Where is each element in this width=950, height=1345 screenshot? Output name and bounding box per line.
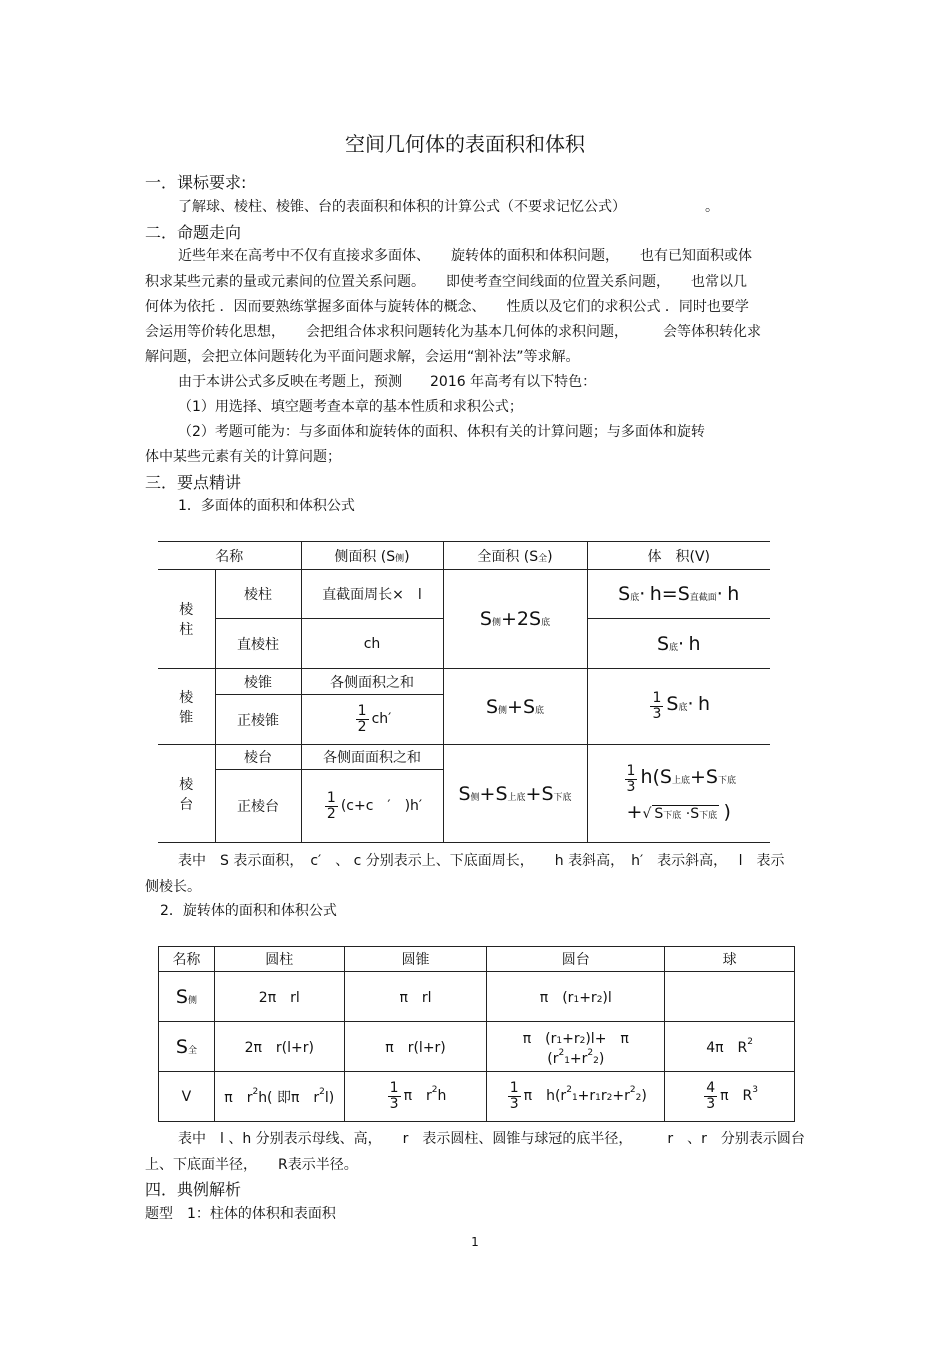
table-2-note: 上、下底面半径， R表示半径。 xyxy=(145,1157,358,1173)
cone-volume: $\frac{1}{3}$ π $r^2h$ xyxy=(344,1072,487,1122)
row-label-prism: 棱柱 xyxy=(215,570,301,619)
section-1-heading: 一．课标要求: xyxy=(145,173,247,192)
table-header-cell: 名称 xyxy=(159,947,215,972)
section-2-line: 解问题，会把立体问题转化为平面问题求解，会运用“割补法”等求解。 xyxy=(145,349,580,365)
volume-right-prism: S底· h xyxy=(587,619,770,669)
section-3-heading: 三．要点精讲 xyxy=(145,473,242,492)
section-2-line: 积求某些元素的量或元素间的位置关系问题。 即使考查空间线面的位置关系问题， 也常以几 xyxy=(145,274,747,290)
table-header-cell: 圆柱 xyxy=(214,947,344,972)
lateral-area-prism: 直截面周长× l xyxy=(301,570,443,619)
cylinder-total-area: 2π r(l+r) xyxy=(214,1022,344,1072)
row-label-lateral-area: S侧 xyxy=(159,972,215,1022)
total-area-frustum: S侧+S上底+S下底 xyxy=(443,745,587,843)
row-label-frustum: 棱台 xyxy=(215,745,301,770)
row-label-regular-frustum: 正棱台 xyxy=(215,770,301,843)
sphere-total-area: 4π $R^2$ xyxy=(665,1022,795,1072)
table-header-cell: 圆台 xyxy=(487,947,665,972)
polyhedron-formula-table xyxy=(158,541,770,843)
table-header-cell: 侧面积 (S侧) xyxy=(301,542,443,570)
section-2-line: 近些年来在高考中不仅有直接求多面体、 旋转体的面积和体积问题， 也有已知面积或体 xyxy=(178,248,752,264)
section-2-heading: 二．命题走向 xyxy=(145,223,242,242)
group-label-frustum: 棱 台 xyxy=(158,745,215,843)
row-label-regular-pyramid: 正棱锥 xyxy=(215,695,301,745)
table-header-cell: 圆锥 xyxy=(344,947,487,972)
volume-pyramid: $\frac{1}{3}$ S底· h xyxy=(587,669,770,745)
row-label-right-prism: 直棱柱 xyxy=(215,619,301,669)
table-header-cell: 体 积(V) xyxy=(587,542,770,570)
section-2-line: （2）考题可能为：与多面体和旋转体的面积、体积有关的计算问题；与多面体和旋转 xyxy=(178,424,705,440)
frustum-lateral-area: π (r1+r2)l xyxy=(487,972,665,1022)
lateral-area-regular-pyramid: $\frac{1}{2}$ ch′ xyxy=(301,695,443,745)
table-2-note: 表中 l 、h 分别表示母线、高， r 表示圆柱、圆锥与球冠的底半径， r 、r 分别表示圆台 xyxy=(178,1131,805,1147)
section-2-line: 何体为依托 ．因而要熟练掌握多面体与旋转体的概念、 性质以及它们的求积公式 ．同时也要学 xyxy=(145,299,749,315)
table-1-note: 表中 S 表示面积， c′ 、 c 分别表示上、下底面周长， h 表斜高， h′ 表示斜高， l 表示 xyxy=(178,853,785,869)
lateral-area-pyramid: 各侧面积之和 xyxy=(301,669,443,695)
volume-prism: S底· h=S直截面· h xyxy=(587,570,770,619)
cone-lateral-area: π rl xyxy=(344,972,487,1022)
section-2-line: 由于本讲公式多反映在考题上，预测 2016 年高考有以下特色： xyxy=(178,374,597,390)
section-1-period: 。 xyxy=(705,199,719,215)
sqrt-sign-icon: √ xyxy=(642,805,652,822)
section-3-subheading-2: 2．旋转体的面积和体积公式 xyxy=(160,903,337,919)
total-area-pyramid: S侧+S底 xyxy=(443,669,587,745)
table-1-note: 侧棱长。 xyxy=(145,879,201,895)
cylinder-lateral-area: 2π rl xyxy=(214,972,344,1022)
solid-of-revolution-formula-table xyxy=(158,946,795,1122)
total-area-prism: S侧+2S底 xyxy=(443,570,587,669)
page-number: 1 xyxy=(471,1235,479,1249)
group-label-pyramid: 棱 锥 xyxy=(158,669,215,745)
row-label-volume: V xyxy=(159,1072,215,1122)
row-label-total-area: S全 xyxy=(159,1022,215,1072)
cylinder-volume: π $r^2h$( 即π $r^2l$) xyxy=(214,1072,344,1122)
section-2-line: 会运用等价转化思想， 会把组合体求积问题转化为基本几何体的求积问题， 会等体积转化求 xyxy=(145,324,761,340)
page-title: 空间几何体的表面积和体积 xyxy=(345,132,585,156)
sphere-volume: $\frac{4}{3}$ π $R^3$ xyxy=(665,1072,795,1122)
table-header-cell: 球 xyxy=(665,947,795,972)
section-3-subheading-1: 1．多面体的面积和体积公式 xyxy=(178,498,355,514)
section-2-line: 体中某些元素有关的计算问题； xyxy=(145,449,341,465)
lateral-area-frustum: 各侧面面积之和 xyxy=(301,745,443,770)
table-header-cell: 名称 xyxy=(158,542,301,570)
group-label-prism: 棱 柱 xyxy=(158,570,215,669)
sphere-lateral-area xyxy=(665,972,795,1022)
table-header-cell: 全面积 (S全) xyxy=(443,542,587,570)
lateral-area-regular-frustum: $\frac{1}{2}$ (c+c ′ )h′ xyxy=(301,770,443,843)
cone-total-area: π r(l+r) xyxy=(344,1022,487,1072)
volume-frustum: $\frac{1}{3}$ h(S上底+S下底 +√ S下底 ·S下底 ) xyxy=(587,745,770,843)
section-2-line: （1）用选择、填空题考查本章的基本性质和求积公式； xyxy=(178,399,523,415)
lateral-area-right-prism: ch xyxy=(301,619,443,669)
section-4-heading: 四．典例解析 xyxy=(145,1180,242,1199)
section-1-paragraph: 了解球、棱柱、棱锥、台的表面积和体积的计算公式（不要求记忆公式） xyxy=(178,199,626,215)
frustum-volume: $\frac{1}{3}$ π $h(r^21+r1r2+r^22)$ xyxy=(487,1072,665,1122)
frustum-total-area: π (r1+r2)l+ π $(r^21+r^22)$ xyxy=(487,1022,665,1072)
row-label-pyramid: 棱锥 xyxy=(215,669,301,695)
section-4-subheading: 题型 1：柱体的体积和表面积 xyxy=(145,1206,336,1222)
